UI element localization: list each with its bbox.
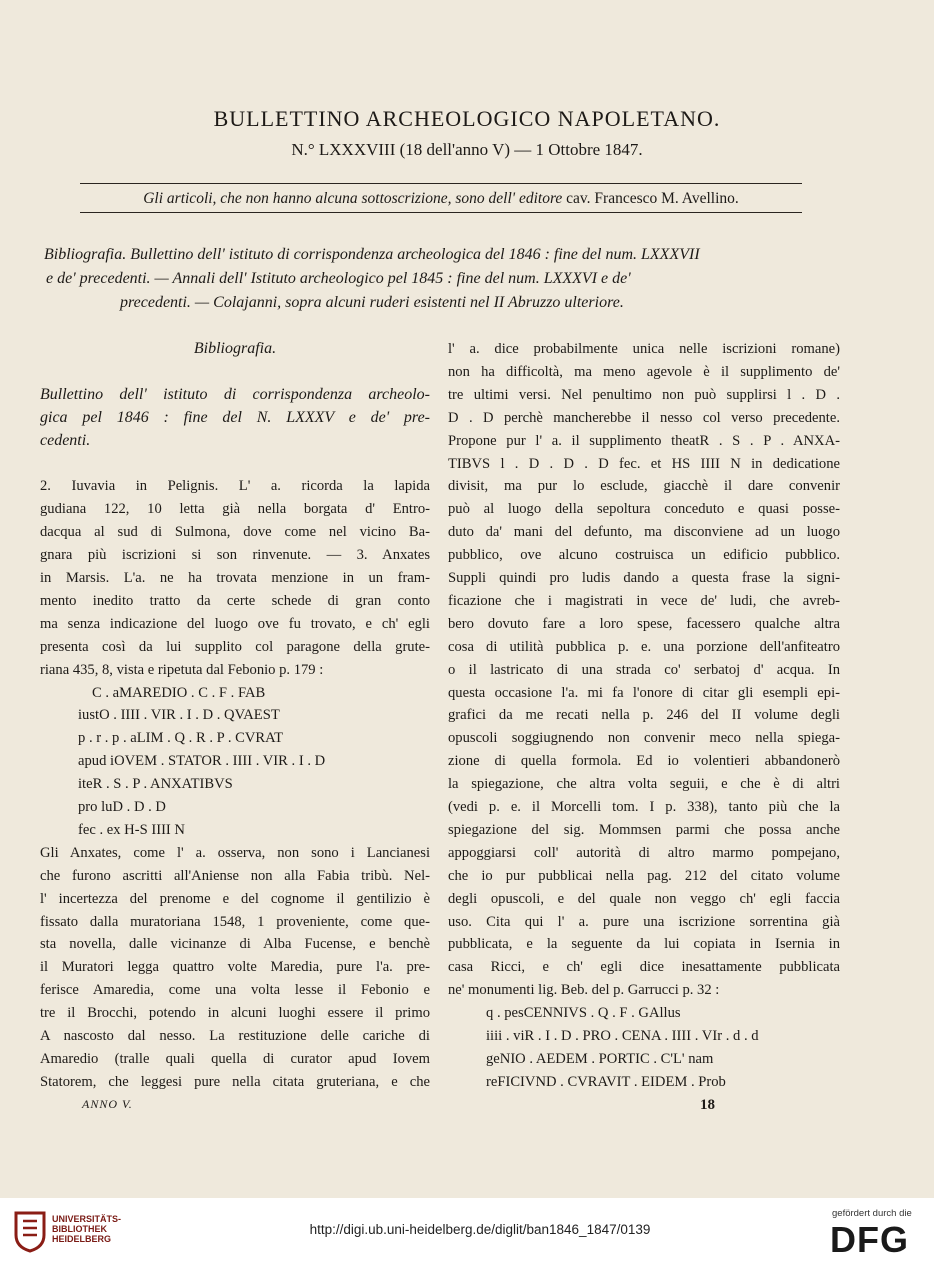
text-line: ferisce Amaredia, come una volta lesse il Febonio e [40,982,430,999]
text-line: spiegazione del sig. Mommsen parmi che possa anche [448,821,840,838]
text-line: gnara più iscrizioni si son rinvenute. — 3. Anxates [40,547,430,564]
editor-note [80,190,802,208]
signature-mark: ANNO V. [82,1097,133,1111]
text-line: in Marsis. L'a. ne ha trovata menzione in un fram- [40,570,430,586]
contents-line-1: Bibliografia. Bullettino dell' istituto di corrispondenza archeologica del 1846 : fine del num. LXXXVII [44,246,700,263]
text-line: p . r . p . aLIM . Q . R . P . CVRAT [78,730,283,747]
text-line: geNIO . AEDEM . PORTIC . C'L' nam [486,1050,714,1067]
text-line: Bibliografia. [193,340,277,357]
text-line: casa Ricci, e ch' egli dice inesattamente pubblicata [448,959,840,976]
text-line: (vedi p. e. il Morcelli tom. I p. 338), tanto più che la [448,799,840,815]
text-line: fec . ex H-S IIII N [78,821,185,838]
text-line: ficazione che i magistrati in vece de' ludi, che avreb- [448,592,840,609]
text-line: C . aMAREDIO . C . F . FAB [92,684,266,701]
text-line [40,453,430,475]
text-line: Bullettino dell' istituto di corrispondenza archeolo- [40,385,430,403]
editor-note-name: cav. Francesco M. Avellino. [562,190,739,207]
text-line: può al luogo della sepoltura conceduto e quasi posse- [448,501,840,518]
text-line: degli opuscoli, e del quale non veggo ch' egli faccia [448,890,840,907]
text-line: tre ultimi versi. Nel penultimo non può supplirsi l . D . [448,386,840,403]
text-line: Gli Anxates, come l' a. osserva, non sono i Lancianesi [40,844,430,861]
text-line: che io pur pubblicai nella pag. 212 del citato volume [448,867,840,884]
rule-top [80,183,802,184]
text-line: Statorem, che leggesi pure nella citata gruteriana, e che [40,1073,430,1090]
university-seal-icon [12,1209,48,1253]
permalink-url[interactable]: http://digi.ub.uni-heidelberg.de/diglit/ban1846_1847/0139 [309,1222,651,1237]
text-line: dacqua al sud di Sulmona, dove come nel vicino Ba- [40,524,430,541]
text-line: riana 435, 8, vista e ripetuta dal Febonio p. 179 : [40,661,324,678]
text-line: cosa di utilità pubblica p. e. una porzione dell'anfiteatro [448,638,840,655]
text-line: zione di quella formola. Ed io volentieri abbandonerò [448,753,840,770]
text-line: ne' monumenti lig. Beb. del p. Garrucci p. 32 : [448,982,720,999]
logo-line: BIBLIOTHEK [52,1224,107,1234]
text-line: che furono ascritti all'Aniense non alla Fabia tribù. Nel- [40,867,430,884]
text-line: questa occasione l'a. mi fa l'onore di citar gli esempli epi- [448,684,840,701]
text-line: tre il Brocchi, potendo in alcuni luoghi essere il primo [40,1005,430,1022]
text-line: iustO . IIII . VIR . I . D . QVAEST [78,707,280,724]
editor-note-italic: Gli articoli, che non hanno alcuna sottoscrizione, sono dell' editore [143,190,563,207]
issue-line: N.° LXXXVIII (18 dell'anno V) — 1 Ottobre 1847. [291,140,643,159]
dfg-logo: DFG [830,1219,909,1260]
digitization-footer [0,1198,934,1267]
text-line: pro luD . D . D [78,799,166,815]
text-line: pubblico, ove alcuno costruisca un edificio pubblico. [448,547,840,564]
logo-line: HEIDELBERG [52,1234,112,1244]
text-line: appoggiarsi coll' autorità di altro marmo pompejano, [448,844,840,861]
text-line: apud iOVEM . STATOR . IIII . VIR . I . D [78,753,326,770]
text-line: presenta così da lui supplito col paragone della grute- [40,638,430,655]
text-line: Propone pur l' a. il supplimento theatR . S . P . ANXA- [448,432,840,449]
text-line: grafici da me recati nella p. 246 del II volume degli [448,707,840,724]
text-line: pubblicata, e la seguente da lui copiata in Isernia in [448,936,840,953]
text-line: duto da' mani del defunto, ma disconviene ad un luogo [448,524,840,541]
text-line: divisit, ma pur lo esclude, giacchè il dare convenir [448,478,840,495]
contents-line-3: precedenti. — Colajanni, sopra alcuni ruderi esistenti nel II Abruzzo ulteriore. [120,294,624,311]
text-line [40,361,430,383]
text-line: l' a. dice probabilmente unica nelle iscrizioni romane) [448,341,840,357]
text-line: non ha difficoltà, ma meno agevole è il supplimento de' [448,363,840,380]
text-line: gica pel 1846 : fine del N. LXXXV e de' pre- [40,408,430,426]
text-line: reFICIVND . CVRAVIT . EIDEM . Prob [486,1073,726,1090]
text-line: 2. Iuvavia in Pelignis. L' a. ricorda la lapida [40,478,430,495]
text-line: gudiana 122, 10 letta già nella borgata d' Entro- [40,501,430,518]
text-line: iiii . viR . I . D . PRO . CENA . IIII . VIr . d . d [486,1028,759,1044]
text-line: cedenti. [40,431,91,449]
text-line: fissato dalla muratoriana 1548, 1 proveniente, come que- [40,913,430,930]
text-line: TIBVS l . D . D . D fec. et HS IIII N in dedicatione [448,455,840,472]
text-line: sta novella, dalle vicinanze di Alba Fucense, e benchè [40,936,430,953]
text-line: o il lastricato di una strada co' serbatoj d' acqua. In [448,661,840,678]
text-line: opuscoli soggiugnendo non convenir meco nella spiega- [448,730,840,747]
journal-title: BULLETTINO ARCHEOLOGICO NAPOLETANO. [213,106,721,131]
text-line: mento inedito tratto da certe schede di gran conto [40,592,430,609]
text-line: l' incertezza del prenome e del cognome il gentilizio è [40,890,430,907]
rule-bottom [80,212,802,213]
text-line: A nascosto dal nesso. La restituzione delle cariche di [40,1028,430,1044]
text-line: il Muratori legga quattro volte Maredia, pure l'a. pre- [40,959,430,976]
text-line: iteR . S . P . ANXATIBVS [78,776,233,793]
funding-caption: gefördert durch die [832,1208,912,1219]
text-line: uso. Cita qui l' a. pure una iscrizione sorrentina già [448,913,840,930]
text-line: Suppli quindi pro ludis dando a questa frase la signi- [448,570,840,586]
text-line: D . D perchè mancherebbe il nesso col verso precedente. [448,409,840,426]
text-line: bero dovuto fare a loro spese, facessero qualche altra [448,615,840,632]
library-logo-text [52,1214,121,1244]
text-line: ma senza indicazione del luogo ove fu trovato, e ch' egli [40,615,430,632]
page-number: 18 [700,1097,715,1113]
text-line: Amaredio (tralle quali quella di curator apud Iovem [40,1050,430,1067]
text-line: q . pesCENNIVS . Q . F . GAllus [486,1005,681,1022]
contents-line-2: e de' precedenti. — Annali dell' Istituto archeologico pel 1845 : fine del num. LXXXVI e de' [46,270,631,287]
logo-line: UNIVERSITÄTS- [52,1214,122,1224]
text-line: la spiegazione, che altra volta seguii, e che è di altri [448,776,840,793]
